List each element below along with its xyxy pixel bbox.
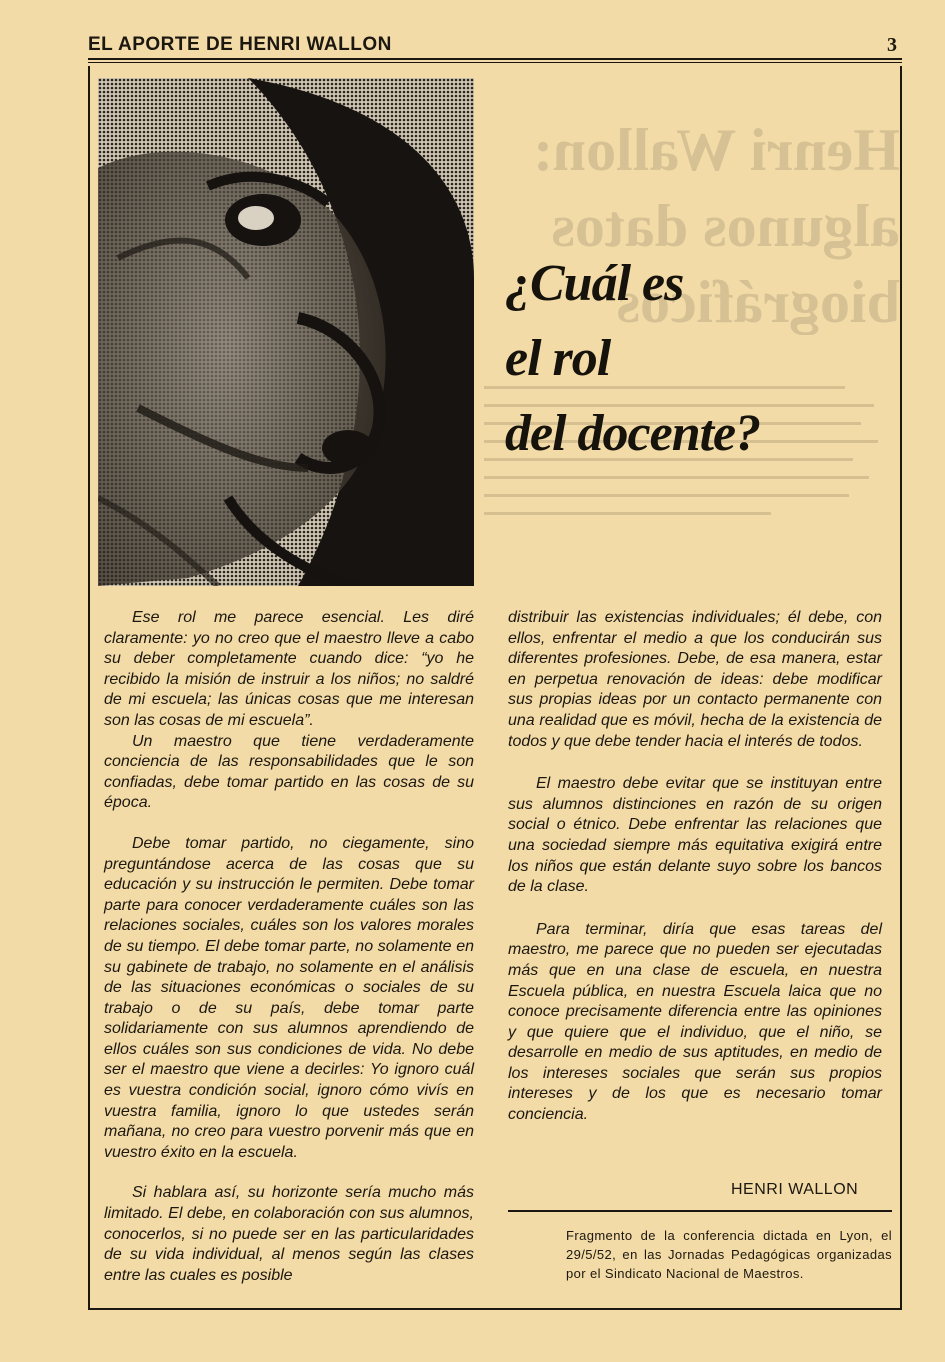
paragraph: Un maestro que tiene verdaderamente conciencia de las responsabilidades que le son confiadas, debe tomar partido en las cosas de su época.	[104, 732, 474, 812]
header-rule	[88, 58, 902, 60]
paragraph: distribuir las existencias individuales; él debe, con ellos, enfrentar el medio a que los conducirán sus diferentes profesiones. Debe, de esa manera, estar en perpetua renovación de ideas: debe modificar sus propias ideas por un contacto permanente con una realidad que es móvil, hecha de la existencia de todos y que debe tender hacia el interés de todos.	[508, 609, 882, 750]
paragraph: Si hablara así, su horizonte sería mucho más limitado. El debe, en colaboración con sus alumnos, conocerlos, si no puede ser en las particularidades de su vida individual, al menos según las clases entre las cuales es posible	[104, 1184, 474, 1284]
paragraph: Debe tomar partido, no ciegamente, sino preguntándose acerca de las cosas que su educación y su instrucción le permiten. Debe tomar parte para conocer verdaderamente cuáles son las relaciones sociales, cuáles son los valores morales de su tiempo. El debe tomar parte, no solamente en su gabinete de trabajo, no solamente en el análisis de las situaciones económicas o sociales de su trabajo o de su país, debe tomar parte solidariamente con sus alumnos aprendiendo de ellos cuáles son sus condiciones de vida. No debe ser el maestro que viene a decirles: Yo ignoro cuál es vuestra condición social, ignoro cómo vivís en vuestra familia, ignoro lo que ustedes serán mañana, no creo para vuestro porvenir más que en vuestro éxito en la escuela.	[104, 834, 474, 1161]
portrait-photo	[98, 78, 474, 586]
article-headline	[505, 246, 885, 471]
paragraph: El maestro debe evitar que se instituyan entre sus alumnos distinciones en razón de su origen social o étnico. Debe enfrentar las relaciones que una sociedad siempre más equitativa exigirá entre los niños que están delante suyo sobre los bancos de la clase.	[508, 775, 882, 896]
headline-line: el rol	[505, 330, 611, 387]
paragraph: Ese rol me parece esencial. Les diré claramente: yo no creo que el maestro lleve a cabo su deber completamente cuando dice: “yo he recibido la misión de instruir a los niños; no saldré de mi escuela; las únicas cosas que me interesan son las cosas de mi escuela”.	[104, 609, 474, 729]
show-through-title-line: algunos datos biográficos	[551, 193, 900, 335]
headline-line: ¿Cuál es	[505, 255, 684, 312]
header-rule-thin	[88, 62, 902, 63]
headline-line: del docente?	[505, 405, 761, 462]
page-number: 3	[887, 34, 897, 56]
paragraph: Para terminar, diría que esas tareas del maestro, me parece que no pueden ser ejecutadas más que en una clase de escuela, en nuestra Escuela pública, en nuestra Escuela laica que no conoce precisamente diferencia entre las opiniones y que quiere que el individuo, que el niño, se desarrolle en medio de sus aptitudes, en medio de los intereses sociales que serán sus propios intereses y de los que es necesario tomar conciencia.	[508, 920, 882, 1124]
right-column	[508, 608, 882, 1126]
running-head: EL APORTE DE HENRI WALLON	[88, 34, 392, 55]
show-through-title-line: Henri Wallon:	[532, 117, 900, 183]
left-column	[104, 608, 474, 1286]
source-rule	[508, 1210, 892, 1212]
author-signature: HENRI WALLON	[731, 1181, 859, 1198]
source-note: Fragmento de la conferencia dictada en Lyon, el 29/5/52, en las Jornadas Pedagógicas organizadas por el Sindicato Nacional de Maestros.	[566, 1228, 892, 1281]
